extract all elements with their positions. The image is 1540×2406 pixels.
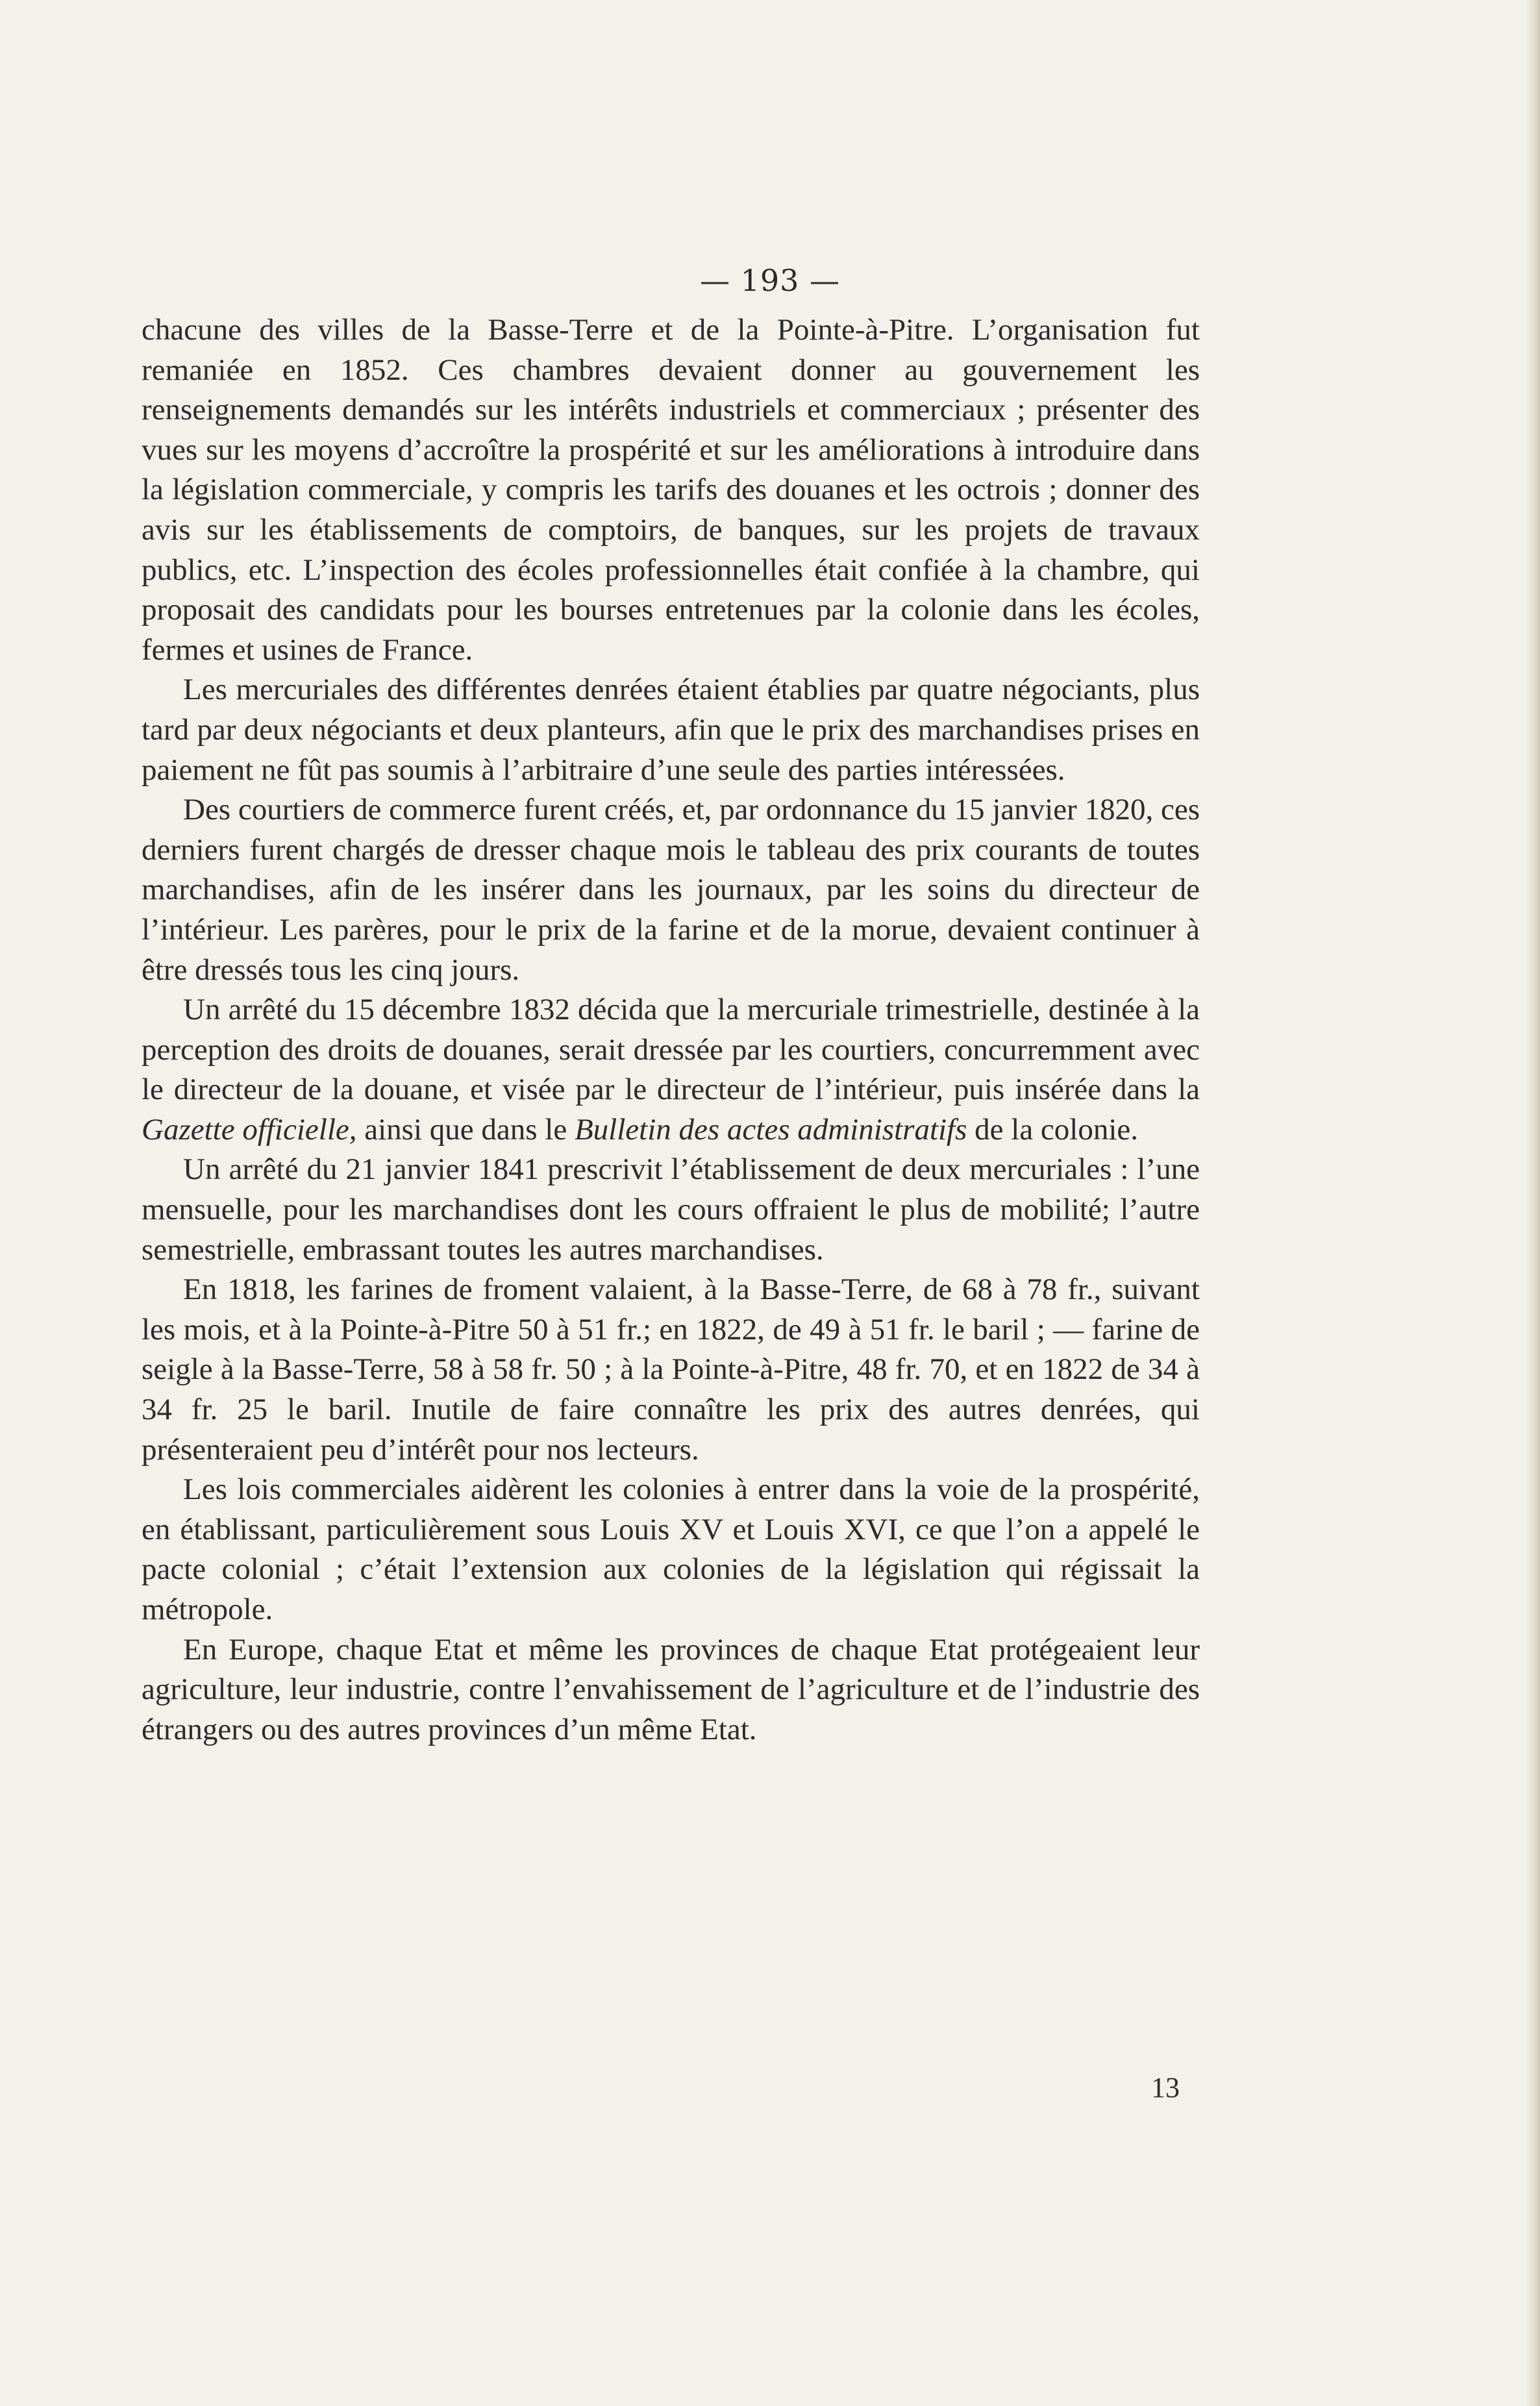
paragraph-5: Un arrêté du 21 janvier 1841 prescrivit l’établissement de deux mercuriales : l’une mensuelle, pour les marchandises dont les cours offraient le plus de mobilité; l’autre semestrielle, embrassant toutes les autres marchandises. [142, 1152, 1200, 1267]
page-number: — 193 — [699, 263, 841, 298]
paragraph-3: Des courtiers de commerce furent créés, et, par ordonnance du 15 janvier 1820, ces derniers furent chargés de dresser chaque mois le tableau des prix courants de toutes marchandises, afin de les insérer dans les journaux, par les soins du directeur de l’intérieur. Les parères, pour le prix de la farine et de la morue, devaient continuer à être dressés tous les cinq jours. [142, 793, 1200, 987]
paragraph-4 [142, 990, 1200, 1150]
paragraph-2: Les mercuriales des différentes denrées étaient établies par quatre négociants, plus tard par deux négociants et deux planteurs, afin que le prix des marchandises prises en paiement ne fût pas soumis à l’arbitraire d’une seule des parties intéressées. [142, 673, 1200, 787]
page-edge [1526, 0, 1540, 2406]
paragraph-7: Les lois commerciales aidèrent les colonies à entrer dans la voie de la prospérité, en établissant, particulièrement sous Louis XV et Louis XVI, ce que l’on a appelé le pacte colonial ; c’était l’extension aux colonies de la législation qui régissait la métropole. [142, 1472, 1200, 1626]
paragraph-6: En 1818, les farines de froment valaient, à la Basse-Terre, de 68 à 78 fr., suivant les mois, et à la Pointe-à-Pitre 50 à 51 fr.; en 1822, de 49 à 51 fr. le baril ; — farine de seigle à la Basse-Terre, 58 à 58 fr. 50 ; à la Pointe-à-Pitre, 48 fr. 70, et en 1822 de 34 à 34 fr. 25 le baril. Inutile de faire connaître les prix des autres denrées, qui présenteraient peu d’intérêt pour nos lecteurs. [142, 1272, 1200, 1467]
gazette-title: Gazette officielle, [142, 1112, 357, 1147]
paragraph-1: chacune des villes de la Basse-Terre et de la Pointe-à-Pitre. L’organisation fut remaniée en 1852. Ces chambres devaient donner au gouvernement les renseignements demandés sur les intérêts industriels et commerciaux ; présenter des vues sur les moyens d’accroître la prospérité et sur les améliorations à introduire dans la législation commerciale, y compris les tarifs des douanes et les octrois ; donner des avis sur les établissements de comptoirs, de banques, sur les projets de travaux publics, etc. L’inspection des écoles professionnelles était confiée à la chambre, qui proposait des candidats pour les bourses entretenues par la colonie dans les écoles, fermes et usines de France. [142, 313, 1200, 667]
paragraph-4-text-a: Un arrêté du 15 décembre 1832 décida que la mercuriale trimestrielle, destinée à la perception des droits de douanes, serait dressée par les courtiers, concurremment avec le directeur de la douane, et visée par le directeur de l’intérieur, puis insérée dans la [142, 993, 1200, 1107]
paragraph-8: En Europe, chaque Etat et même les provinces de chaque Etat protégeaient leur agriculture, leur industrie, contre l’envahissement de l’agriculture et de l’industrie des étrangers ou des autres provinces d’un même Etat. [142, 1632, 1200, 1746]
paragraph-4-text-c: de la colonie. [967, 1112, 1139, 1147]
signature-mark: 13 [1151, 2072, 1180, 2103]
bulletin-title: Bulletin des actes administratifs [574, 1112, 967, 1147]
paragraph-4-text-b: ainsi que dans le [356, 1112, 575, 1147]
body-text [142, 310, 1200, 1750]
